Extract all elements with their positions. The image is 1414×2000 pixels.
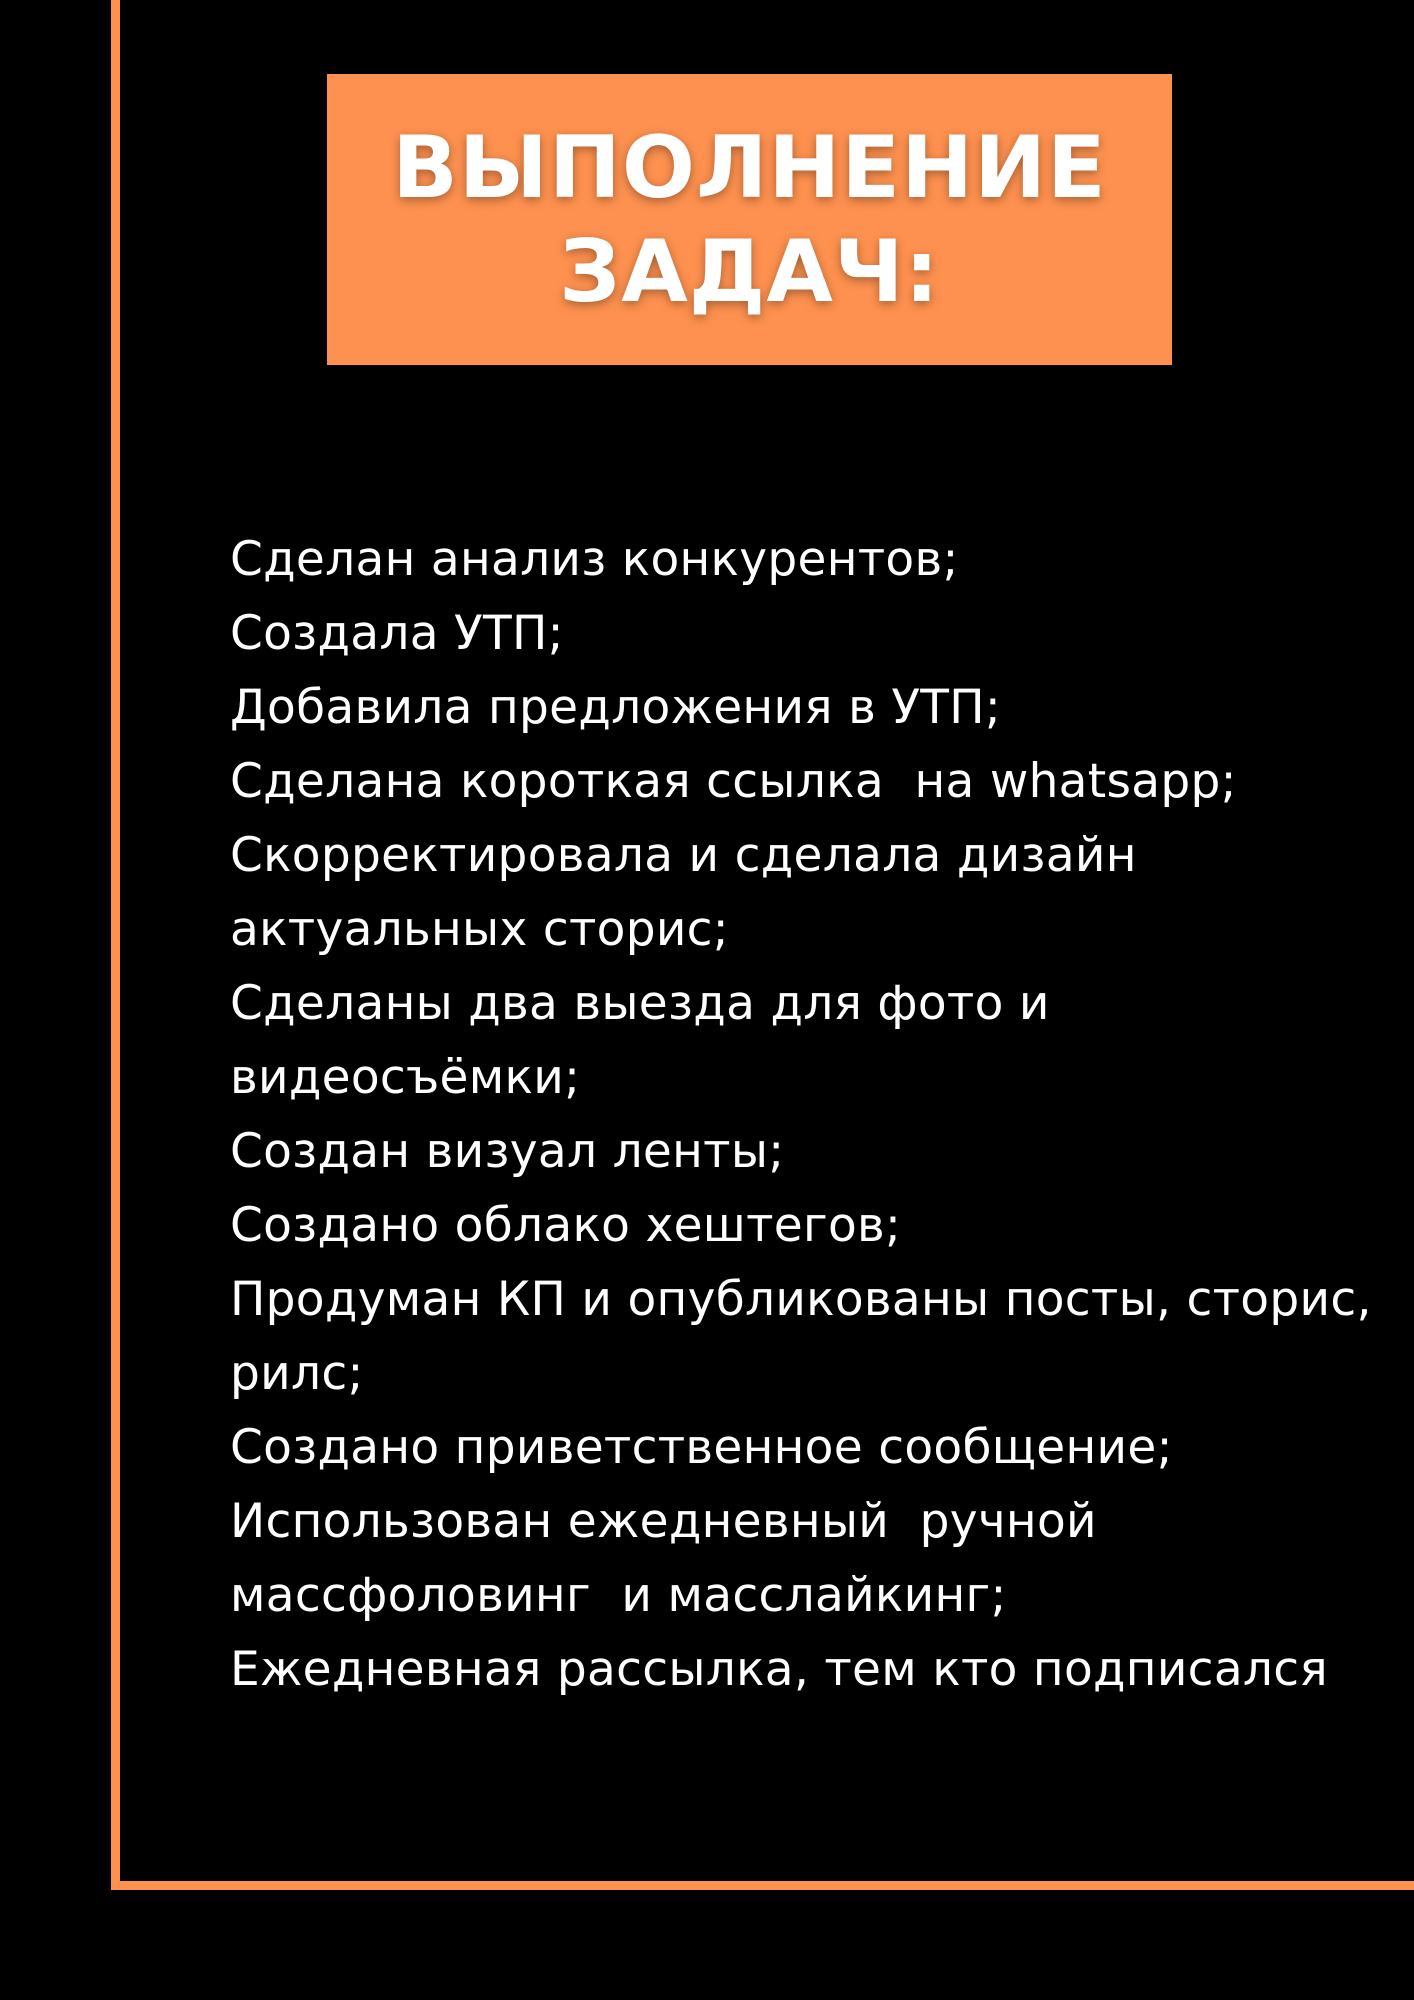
title-line-2: ЗАДАЧ: (559, 221, 940, 322)
task-item: Сделаны два выезда для фото и видеосъёмки; (230, 976, 1065, 1105)
task-list (230, 523, 1387, 1707)
frame-bottom-border (111, 1881, 1414, 1890)
task-item: Использован ежедневный ручной массфоловинг и масслайкинг; (230, 1494, 1113, 1623)
title-banner (327, 74, 1172, 365)
task-item: Сделан анализ конкурентов; (230, 532, 959, 587)
task-item: Создала УТП; (230, 606, 564, 661)
task-item: Ежедневная рассылка, тем кто подписался (230, 1642, 1328, 1697)
task-item: Создан визуал ленты; (230, 1124, 785, 1179)
task-item: Создано приветственное сообщение; (230, 1420, 1173, 1475)
page-title (392, 116, 1107, 324)
frame-left-border (111, 0, 120, 1890)
task-item: Сделана короткая ссылка на whatsapp; (230, 754, 1237, 809)
task-item: Добавила предложения в УТП; (230, 680, 1002, 735)
task-item: Продуман КП и опубликованы посты, сторис, рилс; (230, 1272, 1387, 1401)
title-line-1: ВЫПОЛНЕНИЕ (392, 117, 1107, 218)
task-item: Создано облако хештегов; (230, 1198, 902, 1253)
task-item: Скорректировала и сделала дизайн актуальных сторис; (230, 828, 1153, 957)
